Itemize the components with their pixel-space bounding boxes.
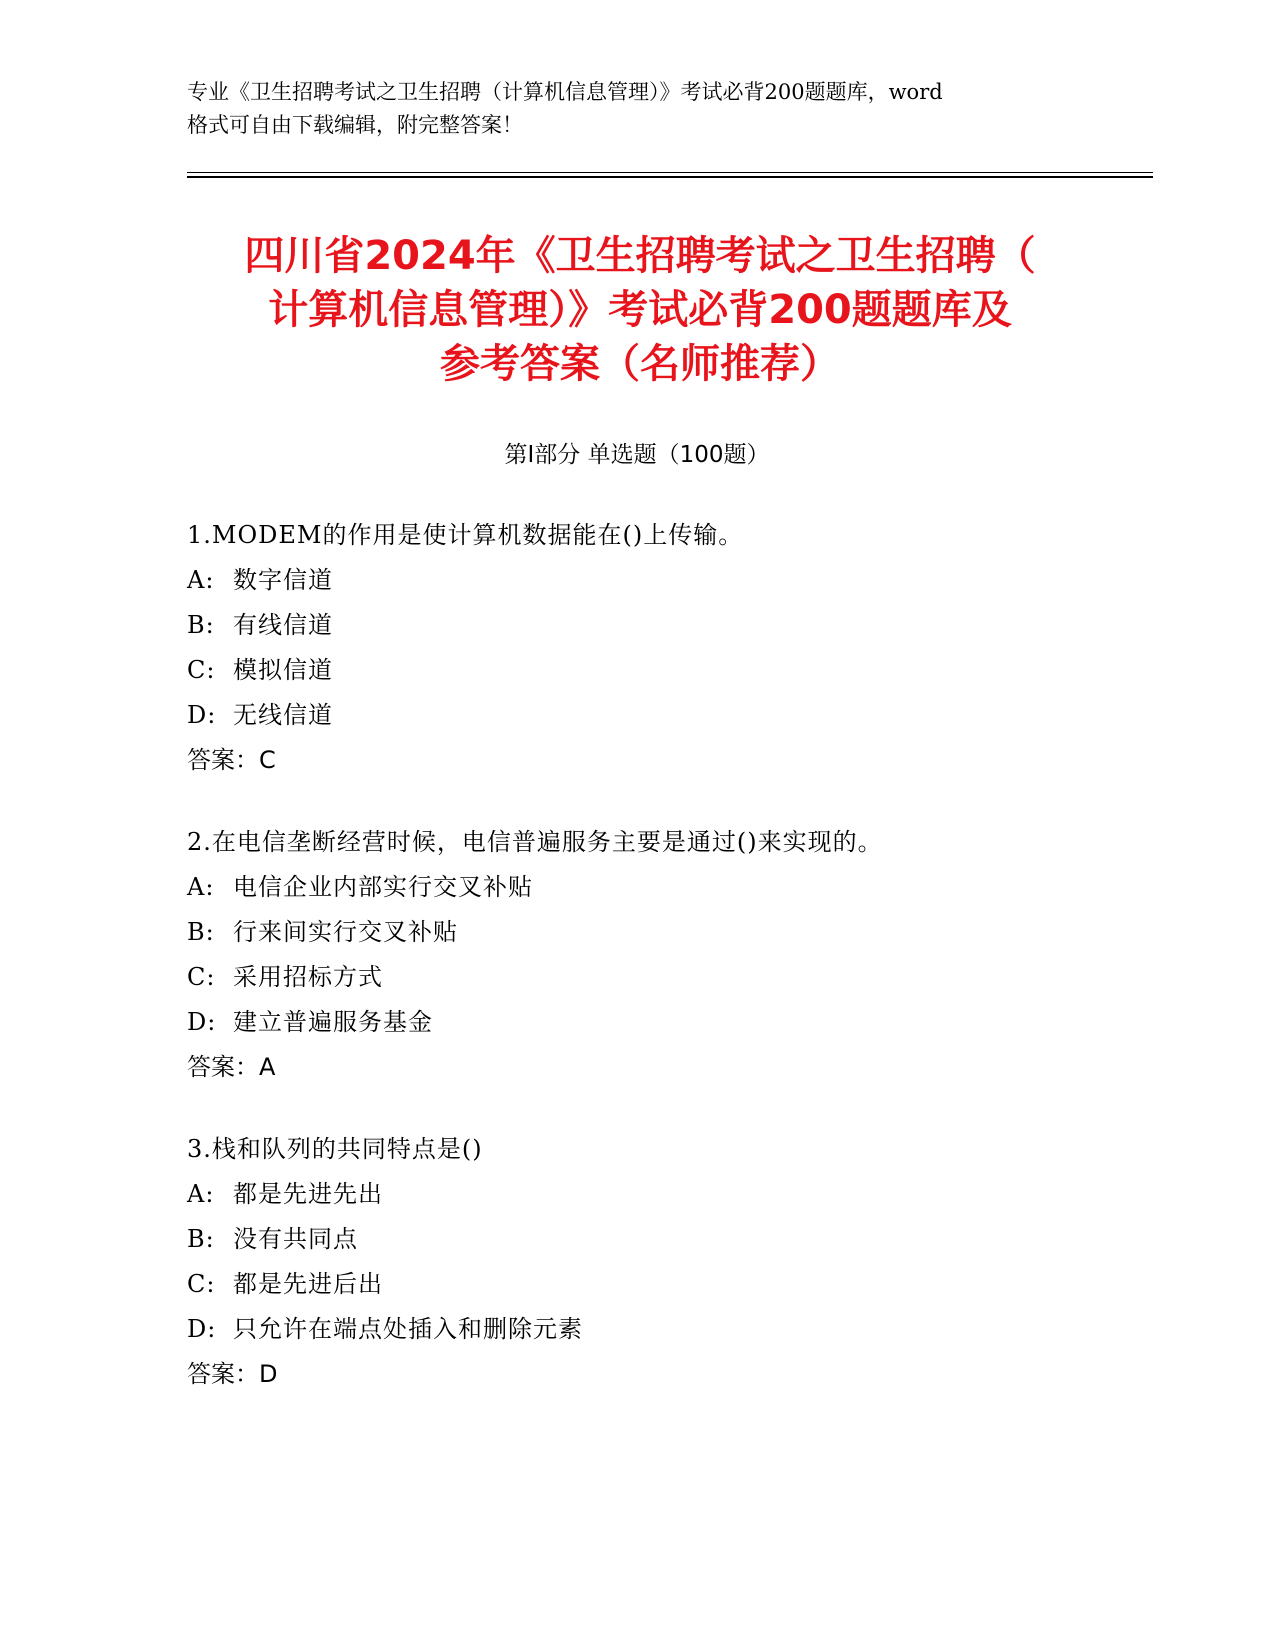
option-a [187, 1172, 1137, 1217]
option-letter: D: [187, 1008, 217, 1036]
option-text: 都是先进先出 [233, 1180, 383, 1208]
option-letter: C: [187, 963, 216, 991]
option-d [187, 1000, 1137, 1045]
header-rule-top [187, 172, 1153, 173]
option-text: 采用招标方式 [233, 963, 383, 991]
option-d [187, 1307, 1137, 1352]
question-1 [187, 513, 1137, 783]
option-c [187, 955, 1137, 1000]
option-text: 行来间实行交叉补贴 [233, 918, 458, 946]
option-b [187, 603, 1137, 648]
answer-line: 答案：C [187, 746, 276, 774]
option-text: 建立普遍服务基金 [233, 1008, 433, 1036]
option-text: 没有共同点 [233, 1225, 358, 1253]
question-stem: 1.MODEM的作用是使计算机数据能在()上传输。 [187, 521, 744, 549]
option-b [187, 1217, 1137, 1262]
option-letter: D: [187, 1315, 217, 1343]
document-title-line2: 计算机信息管理）》考试必背200题题库及 [268, 287, 1012, 333]
question-3 [187, 1127, 1137, 1397]
option-letter: C: [187, 1270, 216, 1298]
option-letter: B: [187, 611, 215, 639]
answer-line: 答案：A [187, 1053, 276, 1081]
option-a [187, 865, 1137, 910]
option-text: 模拟信道 [233, 656, 333, 684]
option-text: 只允许在端点处插入和删除元素 [233, 1315, 583, 1343]
question-2 [187, 820, 1137, 1090]
option-text: 数字信道 [233, 566, 333, 594]
option-text: 都是先进后出 [233, 1270, 383, 1298]
option-letter: A: [187, 873, 215, 901]
question-stem: 2.在电信垄断经营时候，电信普遍服务主要是通过()来实现的。 [187, 828, 883, 856]
header-note-line1: 专业《卫生招聘考试之卫生招聘（计算机信息管理）》考试必背200题题库，word [187, 80, 943, 104]
option-letter: B: [187, 1225, 215, 1253]
option-c [187, 1262, 1137, 1307]
option-b [187, 910, 1137, 955]
document-title-line3: 参考答案（名师推荐） [440, 341, 840, 387]
option-c [187, 648, 1137, 693]
option-text: 有线信道 [233, 611, 333, 639]
option-text: 无线信道 [233, 701, 333, 729]
option-letter: B: [187, 918, 215, 946]
option-a [187, 558, 1137, 603]
option-letter: A: [187, 566, 215, 594]
option-text: 电信企业内部实行交叉补贴 [233, 873, 533, 901]
document-title-line1: 四川省2024年《卫生招聘考试之卫生招聘（ [244, 233, 1036, 279]
document-title [180, 229, 1100, 391]
option-d [187, 693, 1137, 738]
option-letter: D: [187, 701, 217, 729]
option-letter: A: [187, 1180, 215, 1208]
header-note-line2: 格式可自由下载编辑，附完整答案！ [187, 113, 523, 137]
question-stem: 3.栈和队列的共同特点是() [187, 1135, 483, 1163]
option-letter: C: [187, 656, 216, 684]
answer-line: 答案：D [187, 1360, 278, 1388]
header-note [187, 76, 1087, 142]
section-heading: 第Ⅰ部分 单选题（100题） [504, 442, 770, 468]
header-rule-bottom [187, 176, 1153, 178]
